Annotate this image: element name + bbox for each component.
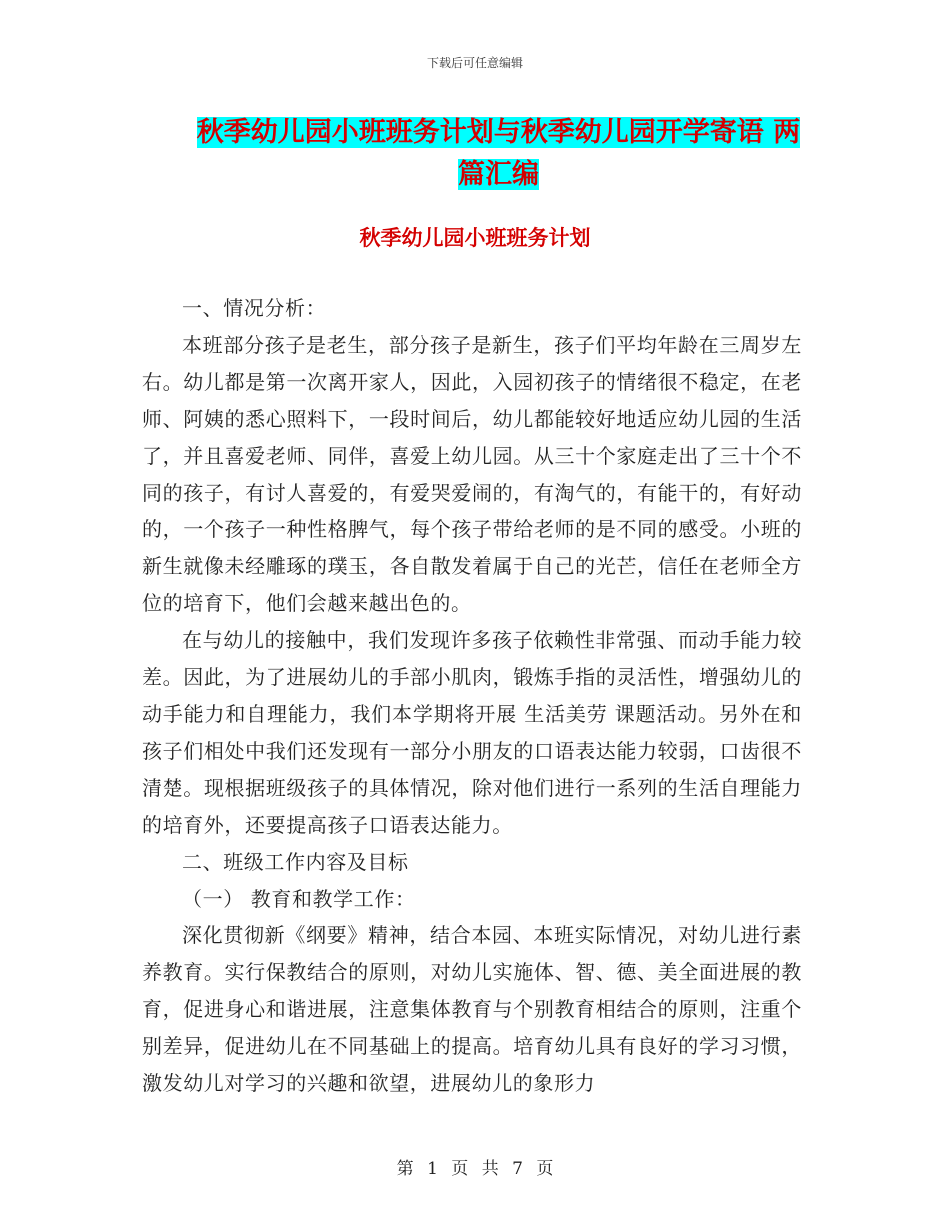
document-body <box>142 290 802 1138</box>
heading-teaching-work: （一） 教育和教学工作： <box>182 886 416 911</box>
paragraph-class-overview: 本班部分孩子是老生，部分孩子是新生，孩子们平均年龄在三周岁左右。幼儿都是第一次离开家人，因此，入园初孩子的情绪很不稳定，在老师、阿姨的悉心照料下，一段时间后，幼儿都能较好地适应幼儿园的生活了，并且喜爱老师、同伴，喜爱上幼儿园。从三十个家庭走出了三十个不同的孩子，有讨人喜爱的，有爱哭爱闹的，有淘气的，有能干的，有好动的，一个孩子一种性格脾气，每个孩子带给老师的是不同的感受。小班的新生就像未经雕琢的璞玉，各自散发着属于自己的光芒，信任在老师全方位的培育下，他们会越来越出色的。 <box>142 332 802 616</box>
heading-work-content: 二、班级工作内容及目标 <box>182 849 409 874</box>
header-note: 下载后可任意编辑 <box>426 56 523 70</box>
paragraph-teaching-detail: 深化贯彻新《纲要》精神，结合本园、本班实际情况，对幼儿进行素养教育。实行保教结合的原则，对幼儿实施体、智、德、美全面进展的教育，促进身心和谐进展，注意集体教育与个别教育相结合的原则，注重个别差异，促进幼儿在不同基础上的提高。培育幼儿具有良好的学习习惯，激发幼儿对学习的兴趣和欲望，进展幼儿的象形力 <box>142 923 802 1096</box>
document-title-text: 秋季幼儿园小班班务计划与秋季幼儿园开学寄语 两篇汇编 <box>196 117 801 190</box>
paragraph-observations: 在与幼儿的接触中，我们发现许多孩子依赖性非常强、而动手能力较差。因此，为了进展幼儿的手部小肌肉，锻炼手指的灵活性，增强幼儿的动手能力和自理能力，我们本学期将开展 生活美劳 课题活动。另外在和孩子们相处中我们还发现有一部分小朋友的口语表达能力较弱，口齿很不清楚。现根据班级孩子的具体情况，除对他们进行一系列的生活自理能力的培育外，还要提高孩子口语表达能力。 <box>142 628 802 837</box>
document-title <box>186 112 811 196</box>
page-number: 第 1 页 共 7 页 <box>396 1159 554 1179</box>
section-title: 秋季幼儿园小班班务计划 <box>359 226 591 250</box>
heading-situation-analysis: 一、情况分析： <box>182 296 327 320</box>
